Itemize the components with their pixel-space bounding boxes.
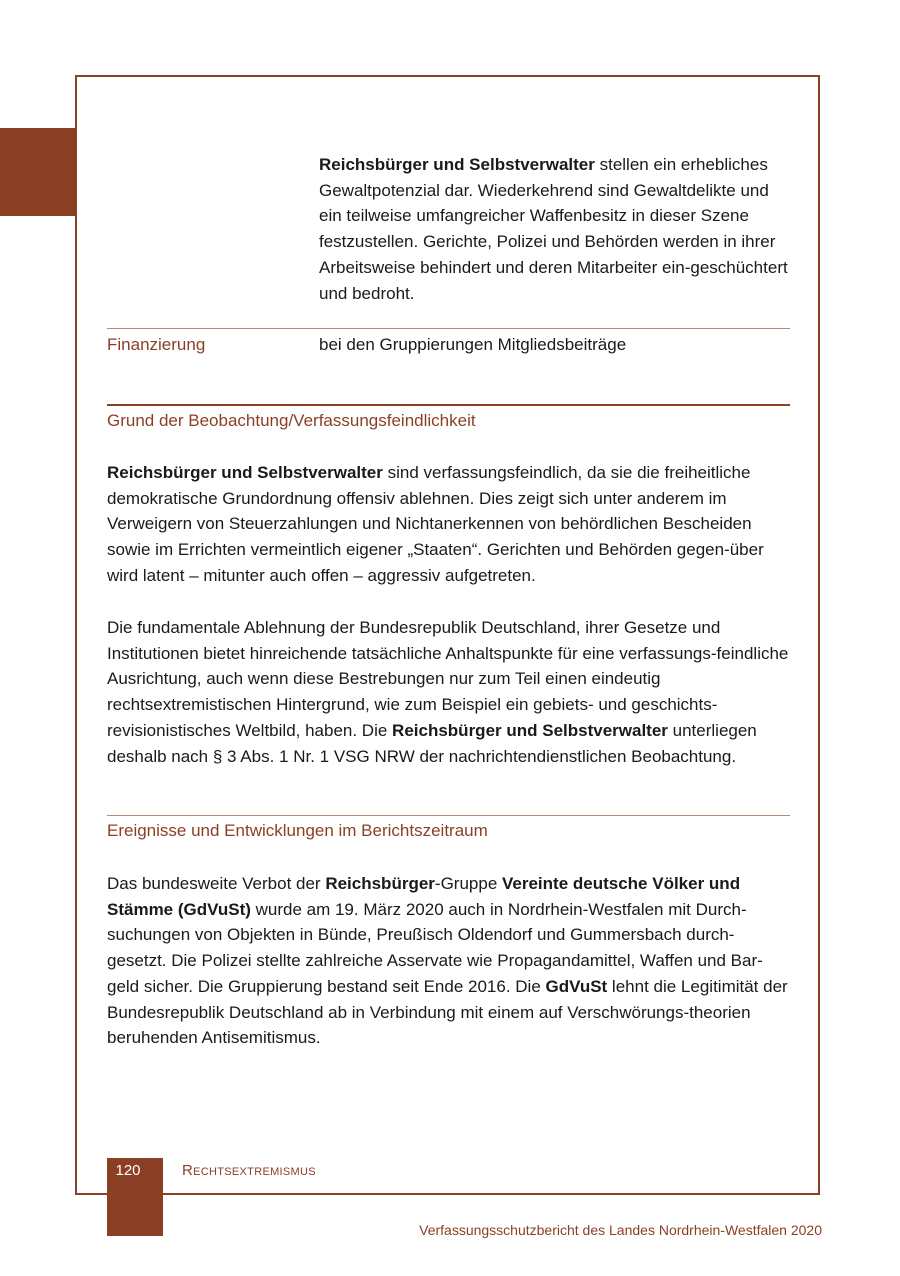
events-text-3: wurde am 19. März 2020 auch in Nordrhein-Westfalen mit Durch-suchungen von Objekten in Bünde, Preußisch Oldendorf und Gummersbach durch-gesetzt. Die Polizei stellte zahlreiche Asservate wie Propagandamittel, Waffen und Bar-geld sicher. Die Gruppierung bestand seit Ende 2016. Die bbox=[107, 899, 763, 996]
intro-bold: Reichsbürger und Selbstverwalter bbox=[319, 155, 595, 174]
events-section-heading: Ereignisse und Entwicklungen im Berichtszeitraum bbox=[107, 821, 488, 840]
chapter-tab-marker bbox=[0, 128, 76, 216]
financing-top-rule bbox=[107, 328, 790, 329]
reason-section-rule bbox=[107, 404, 790, 406]
intro-paragraph bbox=[319, 152, 794, 306]
running-section-title: Rechtsextremismus bbox=[182, 1162, 316, 1179]
intro-text: stellen ein erhebliches Gewaltpotenzial dar. Wiederkehrend sind Gewaltdelikte und ein teilweise umfangreicher Waffenbesitz in dieser Szene festzustellen. Gerichte, Polizei und Behörden werden in ihrer Arbeitsweise behindert und deren Mitarbeiter ein-geschüchtert und bedroht. bbox=[319, 155, 788, 303]
page-number: 120 bbox=[115, 1162, 141, 1179]
events-text-4: lehnt die Legitimität der Bundesrepublik Deutschland ab in Verbindung mit einem auf Verschwörungs-theorien beruhenden Antisemitismus. bbox=[107, 976, 788, 1048]
events-bold-3: GdVuSt bbox=[545, 976, 608, 996]
events-text-2: -Gruppe bbox=[434, 874, 502, 893]
events-bold-1: Reichsbürger bbox=[325, 874, 435, 893]
publication-title: Verfassungsschutzbericht des Landes Nordrhein-Westfalen 2020 bbox=[419, 1222, 822, 1238]
reason-p1-bold: Reichsbürger und Selbstverwalter bbox=[107, 463, 383, 482]
reason-p1-text: sind verfassungsfeindlich, da sie die freiheitliche demokratische Grundordnung offensiv ablehnen. Dies zeigt sich unter anderem im Verweigern von Steuerzahlungen und Nichtanerkennen von behördlichen Bescheiden sowie im Errichten vermeintlich eigener „Staaten“. Gerichten und Behörden gegen-über wird latent – mitunter auch offen – aggressiv aufgetreten. bbox=[107, 463, 764, 585]
reason-section-heading: Grund der Beobachtung/Verfassungsfeindlichkeit bbox=[107, 411, 476, 430]
events-section-rule bbox=[107, 815, 790, 816]
events-text-1: Das bundesweite Verbot der bbox=[107, 874, 326, 893]
reason-p2-text-a: Die fundamentale Ablehnung der Bundesrepublik Deutschland, ihrer Gesetze und Institutionen bietet hinreichende tatsächliche Anhaltspunkte für eine verfassungs-feindliche Ausrichtung, auch wenn diese Bestrebungen nur zum Teil einen eindeutig rechtsextremistischen Hintergrund, wie zum Beispiel ein gebiets- und geschichts-revisionistisches Weltbild, haben. Die bbox=[107, 618, 789, 740]
financing-label: Finanzierung bbox=[107, 335, 206, 354]
reason-p2-text-b: unterliegen deshalb nach § 3 Abs. 1 Nr. 1 VSG NRW der nachrichtendienstlichen Beobachtung. bbox=[107, 720, 757, 766]
reason-paragraph-2 bbox=[107, 615, 792, 769]
events-bold-2: Vereinte deutsche Völker und Stämme (GdVuSt) bbox=[107, 874, 741, 919]
reason-p2-bold: Reichsbürger und Selbstverwalter bbox=[392, 720, 668, 740]
events-paragraph bbox=[107, 871, 792, 1051]
reason-paragraph-1 bbox=[107, 460, 792, 589]
financing-value: bei den Gruppierungen Mitgliedsbeiträge bbox=[319, 335, 627, 354]
